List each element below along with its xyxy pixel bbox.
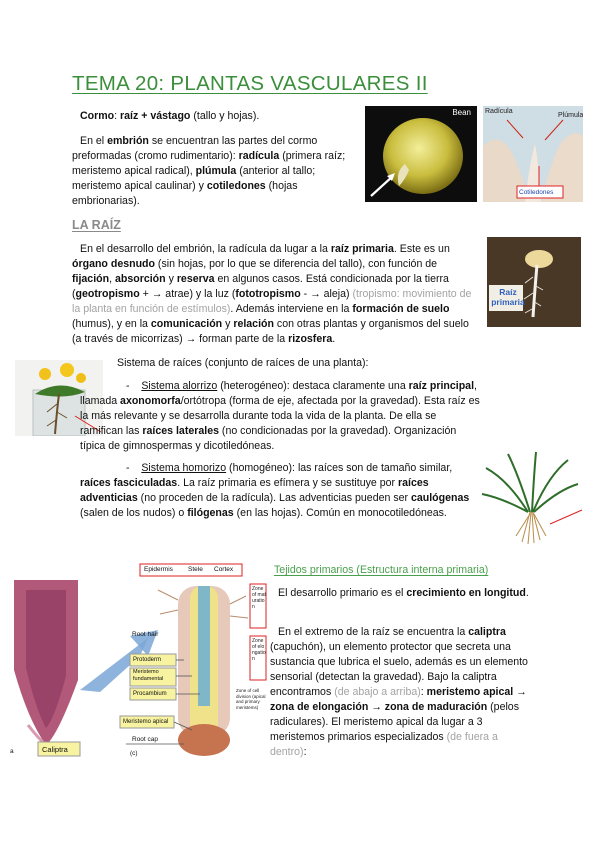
root-tip-diagram (8, 560, 270, 760)
zone-elongation-label: Zone of elongation (252, 638, 266, 662)
epidermis-label: Epidermis (144, 566, 173, 573)
alorrizo-paragraph: - Sistema alorrizo (heterogéneo): destaca claramente una raíz principal, llamada axonomorfa/ortótropa (forma de eje, afectada por la gravedad). Esta raíz es la más relevante y se desarrolla durante toda la vida de la planta. De ella se ramifican las raíces laterales (no condicionadas por la gravedad). Organización típica de gimnospermas y dicotiledóneas. (80, 380, 480, 452)
grass-photo (478, 450, 583, 546)
tejidos-paragraph-2: En el extremo de la raíz se encuentra la caliptra (capuchón), un elemento protector que secreta una sustancia que lubrica el suelo, además es un elemento sensorial (detectan la gravedad). Bajo la caliptra encontramos (de abajo a arriba): meristemo apical → zona de elongación → zona de maduración (pelos radiculares). El meristemo apical da lugar a 3 meristemos primarios especializados (de fuera a dentro): (270, 626, 528, 758)
seedling-photo (483, 106, 583, 202)
zone-division-label: Zone of cell division (apical and primary meristems) (236, 688, 266, 710)
raiz-paragraph: En el desarrollo del embrión, la radícula da lugar a la raíz primaria. Este es un órgano desnudo (sin hojas, por lo que se diferencia del tallo), con función de fijación, absorción y reserva en algunos casos. Está condicionada por la tierra (geotropismo + → atrae) y la luz (fototropismo - → aleja) (tropismo: movimiento de la planta en función de estímulos). Además interviene en la formación de suelo (humus), y en la comunicación y relación con otras plantas y organismos del suelo (a través de micorrizas) → forman parte de la rizosfera. (72, 243, 472, 345)
cormo-paragraph: Cormo: raíz + vástago (tallo y hojas). (80, 110, 260, 122)
caliptra-label: Caliptra (42, 745, 68, 754)
embrion-paragraph: En el embrión se encuentran las partes del cormo preformadas (cromo rudimentario): radícula (primera raíz; meristemo apical radical), plúmula (anterior al tallo; meristemo apical caulinar) y cotiledones (hojas embrionarias). (72, 135, 346, 207)
stele-label: Stele (188, 566, 203, 573)
tejidos-heading: Tejidos primarios (Estructura interna primaria) (274, 564, 489, 576)
procambium-label: Procambium (133, 691, 167, 697)
meristemo-fundamental-label: Meristemo fundamental (133, 669, 164, 682)
radicula-label: Radícula (485, 108, 513, 115)
protoderm-label: Protoderm (133, 657, 162, 663)
panel-a-label: a (10, 748, 14, 755)
root-cap-label: Root cap (132, 736, 159, 743)
cortex-label: Cortex (214, 566, 234, 573)
primary-root-photo (487, 237, 581, 327)
root-hair-label: Root hair (132, 631, 159, 638)
panel-c-label: (c) (130, 750, 138, 757)
primary-root-label: Raíz primaria (491, 287, 525, 307)
page-title: TEMA 20: PLANTAS VASCULARES II (72, 72, 428, 95)
bean-label: Bean (452, 108, 471, 117)
section-heading-raiz: LA RAÍZ (72, 218, 121, 232)
meristemo-apical-label: Meristemo apical (123, 719, 169, 725)
sistema-raices-line: Sistema de raíces (conjunto de raíces de una planta): (117, 357, 369, 369)
homorrizo-paragraph: - Sistema homorizo (homogéneo): las raíces son de tamaño similar, raíces fasciculadas. La raíz primaria es efímera y se sustituye por raíces adventicias (no proceden de la radícula). Las adventicias pueden ser caulógenas (salen de los nudos) o filógenas (en las hojas). Común en monocotiledóneas. (80, 462, 470, 519)
cotiledones-label: Cotiledones (519, 189, 554, 196)
bean-photo (365, 106, 477, 202)
zone-maturation-label: Zone of maturation (252, 586, 266, 610)
tejidos-paragraph-1: El desarrollo primario es el crecimiento en longitud. (278, 587, 529, 599)
plumula-label: Plúmula (558, 112, 583, 119)
